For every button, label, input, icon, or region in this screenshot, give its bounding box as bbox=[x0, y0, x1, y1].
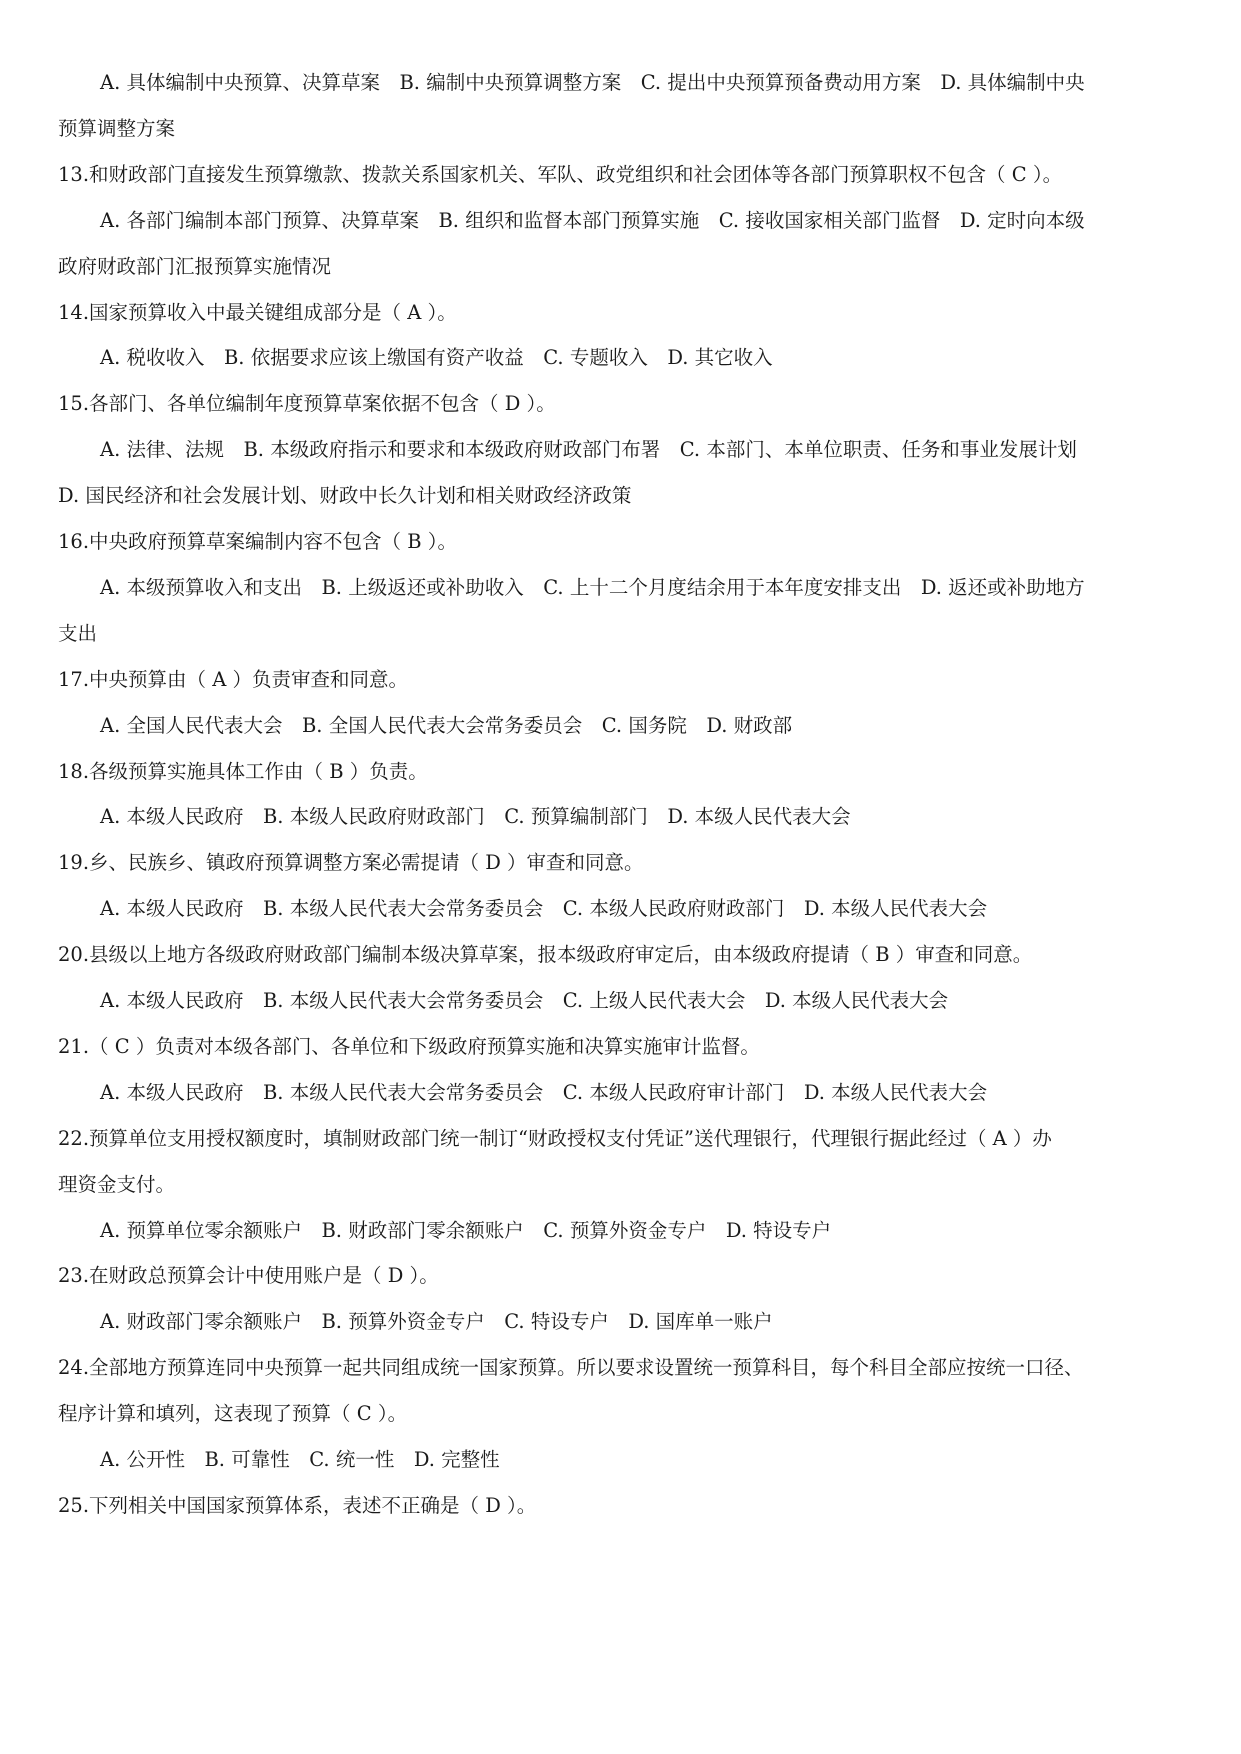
question-text-line: 20.县级以上地方各级政府财政部门编制本级决算草案，报本级政府审定后，由本级政府提请（ B ）审查和同意。 bbox=[58, 943, 1033, 966]
question-text-line: 18.各级预算实施具体工作由（ B ）负责。 bbox=[58, 760, 428, 783]
question-text-line: 17.中央预算由（ A ）负责审查和同意。 bbox=[58, 668, 408, 691]
question-text-line: 理资金支付。 bbox=[58, 1173, 176, 1196]
answer-options-line: A. 财政部门零余额账户 B. 预算外资金专户 C. 特设专户 D. 国库单一账户 bbox=[100, 1310, 773, 1333]
question-text-line: 预算调整方案 bbox=[58, 117, 176, 140]
answer-options-line: A. 公开性 B. 可靠性 C. 统一性 D. 完整性 bbox=[100, 1448, 500, 1471]
question-text-line: 政府财政部门汇报预算实施情况 bbox=[58, 255, 332, 278]
question-text-line: 14.国家预算收入中最关键组成部分是（ A ）。 bbox=[58, 301, 457, 324]
answer-options-line: A. 具体编制中央预算、决算草案 B. 编制中央预算调整方案 C. 提出中央预算预备费动用方案 D. 具体编制中央 bbox=[100, 71, 1085, 94]
answer-options-line: A. 法律、法规 B. 本级政府指示和要求和本级政府财政部门布署 C. 本部门、本单位职责、任务和事业发展计划 bbox=[100, 438, 1077, 461]
question-text-line: 22.预算单位支用授权额度时，填制财政部门统一制订“财政授权支付凭证”送代理银行，代理银行据此经过（ A ）办 bbox=[58, 1127, 1052, 1150]
question-text-line: 21.（ C ）负责对本级各部门、各单位和下级政府预算实施和决算实施审计监督。 bbox=[58, 1035, 760, 1058]
question-text-line: 23.在财政总预算会计中使用账户是（ D ）。 bbox=[58, 1264, 439, 1287]
answer-options-line: A. 本级人民政府 B. 本级人民代表大会常务委员会 C. 本级人民政府审计部门 D. 本级人民代表大会 bbox=[100, 1081, 988, 1104]
question-text-line: 13.和财政部门直接发生预算缴款、拨款关系国家机关、军队、政党组织和社会团体等各部门预算职权不包含（ C ）。 bbox=[58, 163, 1063, 186]
answer-options-line: A. 各部门编制本部门预算、决算草案 B. 组织和监督本部门预算实施 C. 接收国家相关部门监督 D. 定时向本级 bbox=[100, 209, 1085, 232]
question-text-line: 程序计算和填列，这表现了预算（ C ）。 bbox=[58, 1402, 408, 1425]
answer-options-line: A. 本级预算收入和支出 B. 上级返还或补助收入 C. 上十二个月度结余用于本年度安排支出 D. 返还或补助地方 bbox=[100, 576, 1085, 599]
question-text-line: 25.下列相关中国国家预算体系，表述不正确是（ D ）。 bbox=[58, 1494, 537, 1517]
question-text-line: D. 国民经济和社会发展计划、财政中长久计划和相关财政经济政策 bbox=[58, 484, 632, 507]
question-text-line: 24.全部地方预算连同中央预算一起共同组成统一国家预算。所以要求设置统一预算科目，每个科目全部应按统一口径、 bbox=[58, 1356, 1084, 1379]
question-text-line: 支出 bbox=[58, 622, 98, 645]
answer-options-line: A. 全国人民代表大会 B. 全国人民代表大会常务委员会 C. 国务院 D. 财政部 bbox=[100, 714, 793, 737]
answer-options-line: A. 税收收入 B. 依据要求应该上缴国有资产收益 C. 专题收入 D. 其它收入 bbox=[100, 346, 773, 369]
answer-options-line: A. 本级人民政府 B. 本级人民代表大会常务委员会 C. 本级人民政府财政部门 D. 本级人民代表大会 bbox=[100, 897, 988, 920]
answer-options-line: A. 本级人民政府 B. 本级人民政府财政部门 C. 预算编制部门 D. 本级人民代表大会 bbox=[100, 805, 851, 828]
question-text-line: 15.各部门、各单位编制年度预算草案依据不包含（ D ）。 bbox=[58, 392, 556, 415]
answer-options-line: A. 本级人民政府 B. 本级人民代表大会常务委员会 C. 上级人民代表大会 D. 本级人民代表大会 bbox=[100, 989, 949, 1012]
question-text-line: 19.乡、民族乡、镇政府预算调整方案必需提请（ D ）审查和同意。 bbox=[58, 851, 644, 874]
answer-options-line: A. 预算单位零余额账户 B. 财政部门零余额账户 C. 预算外资金专户 D. 特设专户 bbox=[100, 1219, 832, 1242]
question-text-line: 16.中央政府预算草案编制内容不包含（ B ）。 bbox=[58, 530, 457, 553]
